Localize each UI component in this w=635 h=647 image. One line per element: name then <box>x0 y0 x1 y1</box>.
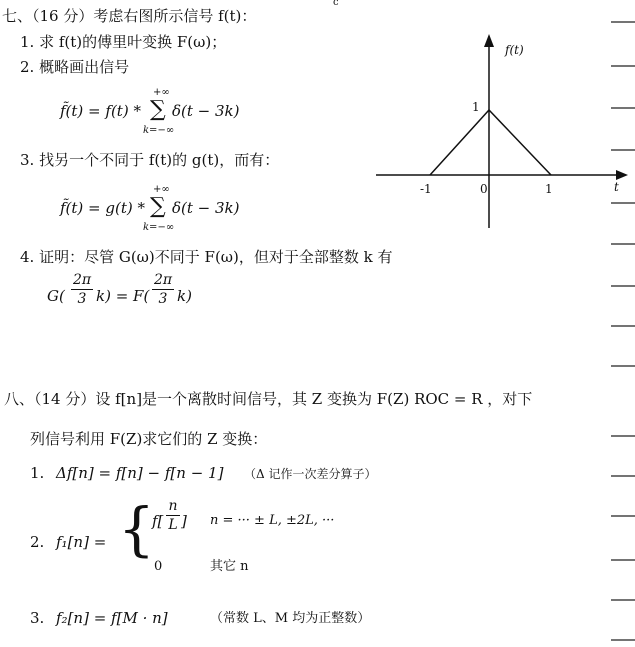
q7-item-3: 3. 找另一个不同于 f(t)的 g(t)，而有： <box>20 151 280 169</box>
q8-item-2-case1-pre: f[ <box>152 512 164 530</box>
q8-item-2-label: 2. <box>30 533 45 551</box>
frac-den: 3 <box>77 291 87 307</box>
q7-eq1-sigma: ∑ <box>150 97 166 122</box>
q7-eq2-lhs: f̃(t) = g(t) * <box>60 199 145 217</box>
q7-item-1: 1. 求 f(t)的傅里叶变换 F(ω)； <box>20 33 227 51</box>
q7-eq3-end: k) <box>177 287 192 305</box>
q8-item-2-case1-post: ] <box>181 512 187 530</box>
corner-mark: c <box>333 0 339 8</box>
q7-header: 七、（16 分）考虑右图所示信号 f(t)： <box>2 7 257 25</box>
q8-item-1-label: 1. <box>30 464 45 482</box>
q7-item-4: 4. 证明：尽管 G(ω)不同于 F(ω)，但对于全部整数 k 有 <box>20 248 393 266</box>
q8-item-1-eq: Δf[n] = f[n] − f[n − 1] <box>56 464 224 482</box>
graph-peak-label: 1 <box>472 100 480 114</box>
q7-eq2-sum-top: +∞ <box>153 184 170 195</box>
q7-eq3-g: G( <box>47 287 65 305</box>
q7-item-2: 2. 概略画出信号 <box>20 58 130 76</box>
graph-ylabel: f(t) <box>505 43 524 57</box>
graph-xlabel: t <box>614 180 619 194</box>
q7-eq2-sigma: ∑ <box>150 194 166 219</box>
q8-item-3-note: （常数 L、M 均为正整数） <box>210 611 371 626</box>
q8-item-3-label: 3. <box>30 609 45 627</box>
q8-item-2-case1-cond: n = ··· ± L, ±2L, ··· <box>210 513 335 528</box>
frac-den: L <box>168 517 178 533</box>
q7-eq1-sum-bot: k=−∞ <box>143 125 175 136</box>
q7-eq2-body: δ(t − 3k) <box>172 199 240 217</box>
q7-eq2-sum-bot: k=−∞ <box>143 222 175 233</box>
q7-eq1-lhs: f̃(t) = f(t) * <box>60 102 141 120</box>
q8-item-2-case2-val: 0 <box>154 559 163 574</box>
q8-item-3-eq: f₂[n] = f[M · n] <box>56 609 168 627</box>
graph-tick-0: 0 <box>480 182 488 196</box>
graph-tick-neg1: -1 <box>420 182 432 196</box>
graph-tick-1: 1 <box>545 182 553 196</box>
q8-line2: 列信号利用 F(Z)求它们的 Z 变换： <box>30 430 268 448</box>
frac-num: 2π <box>153 272 173 288</box>
frac-num: n <box>168 498 178 514</box>
q8-header: 八、（14 分）设 f[n]是一个离散时间信号，其 Z 变换为 F(Z) ROC = R ，对下 <box>4 390 533 408</box>
q7-eq3-mid: k) = F( <box>96 287 150 305</box>
q7-eq1-body: δ(t − 3k) <box>172 102 240 120</box>
frac-num: 2π <box>72 272 92 288</box>
q8-item-1-note: （Δ 记作一次差分算子） <box>244 467 377 481</box>
q8-item-2-lhs: f₁[n] = <box>56 533 107 551</box>
q7-eq1-sum-top: +∞ <box>153 87 170 98</box>
q8-item-2-case2-cond: 其它 n <box>210 559 249 574</box>
frac-den: 3 <box>158 291 168 307</box>
q8-item-2-brace: { <box>118 495 155 563</box>
